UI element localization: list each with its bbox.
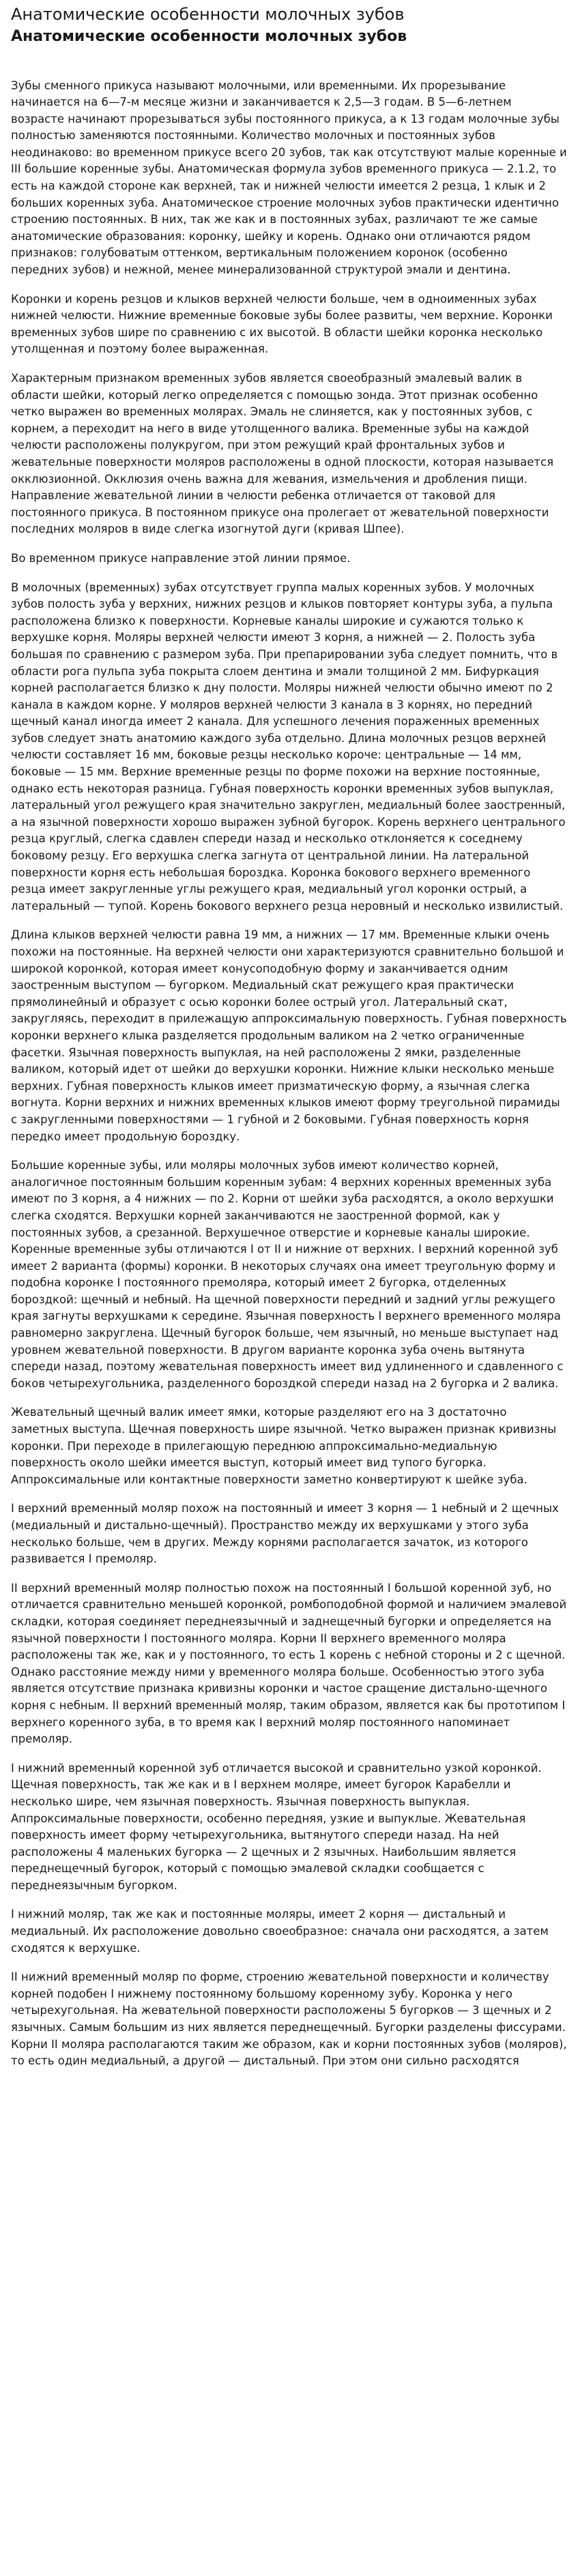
article-subtitle: Анатомические особенности молочных зубов <box>11 28 407 45</box>
page-title: Анатомические особенности молочных зубов <box>11 5 405 24</box>
paragraph-12: I нижний моляр, так же как и постоянные моляры, имеет 2 корня — дистальный и медиальный. Их расположение довольно своеобразное: сначала они расходятся, а затем сходятся к верхушке. <box>11 1908 549 1955</box>
paragraph-4: Во временном прикусе направление этой линии прямое. <box>11 551 351 565</box>
paragraph-2: Коронки и корень резцов и клыков верхней челюсти больше, чем в одноименных зубах нижней челюсти. Нижние временные боковые зубы более развиты, чем верхние. Коронки временных зубов шире по сравнению с их высотой. В области шейки коронка несколько утолщенная и поэтому более выраженная. <box>11 292 553 356</box>
paragraph-9: I верхний временный моляр похож на постоянный и имеет 3 корня — 1 небный и 2 щечных (медиальный и дистально-щечный). Пространство между их верхушками у этого зуба несколько больше, чем в других. Между корнями располагается зачаток, из которого развивается I премоляр. <box>11 1502 559 1566</box>
paragraph-3: Характерным признаком временных зубов является своеобразный эмалевый валик в области шейки, который легко определяется с помощью зонда. Этот признак особенно четко выражен во временных молярах. Эмаль не слиняется, как у постоянных зубов, с корнем, а переходит на него в виде утолщенного валика. Временные зубы на каждой челюсти расположены полукругом, при этом режущий край фронтальных зубов и жевательные поверхности моляров расположены в одной плоскости, которая называется окклюзионной. Окклюзия очень важна для жевания, измельчения и дробления пищи. Направление жевательной линии в челюсти ребенка отличается от таковой для постоянного прикуса. В постоянном прикусе она пролегает от жевательной поверхности последних моляров в виде слегка изогнутой дуги (кривая Шпее). <box>11 372 554 536</box>
paragraph-13: II нижний временный моляр по форме, строению жевательной поверхности и количеству корней подобен I нижнему постоянному большому коренному зубу. Коронка у него четырехугольная. На жевательной поверхности расположены 5 бугорков — 3 щечных и 2 язычных. Самым большим из них является переднещечный. Бугорки разделены фиссурами. Корни II моляра располагаются таким же образом, как и корни постоянных зубов (моляров), то есть один медиальный, а другой — дистальный. При этом они сильно расходятся <box>11 1970 567 2068</box>
paragraph-5: В молочных (временных) зубах отсутствует группа малых коренных зубов. У молочных зубов полость зуба у верхних, нижних резцов и клыков повторяет контуры зуба, а пульпа расположена близко к поверхности. Корневые каналы широкие и сужаются только к верхушке корня. Моляры верхней челюсти имеют 3 корня, а нижней — 2. Полость зуба большая по сравнению с размером зуба. При препарировании зуба следует помнить, что в области рога пульпа зуба покрыта слоем дентина и эмали толщиной 2 мм. Бифуркация корней располагается близко к дну полости. Моляры нижней челюсти обычно имеют по 2 канала в каждом корне. У моляров верхней челюсти 3 канала в 3 корнях, но передний щечный канал иногда имеет 2 канала. Для успешного лечения пораженных временных зубов следует знать анатомию каждого зуба отдельно. Длина молочных резцов верхней челюсти составляет 16 мм, боковые резцы несколько короче: центральные — 14 мм, боковые — 15 мм. Верхние временные резцы по форме похожи на верхние постоянные, однако есть некоторая разница. Губная поверхность коронки временных зубов выпуклая, латеральный угол режущего края значительно закруглен, медиальный более заостренный, а на язычной поверхности хорошо выражен зубной бугорок. Корень верхнего центрального резца круглый, слегка сдавлен спереди назад и несколько отклоняется к соседнему боковому резцу. Его верхушка слегка загнута от центральной линии. На латеральной поверхности корня есть небольшая бороздка. Коронка бокового верхнего временного резца имеет закругленные углы режущего края, медиальный угол коронки острый, а латеральный — тупой. Корень бокового верхнего резца неровный и несколько извилистый. <box>11 580 566 913</box>
paragraph-1: Зубы сменного прикуса называют молочными, или временными. Их прорезывание начинается на 6—7-м месяце жизни и заканчивается к 2,5—3 годам. В 5—6-летнем возрасте начинают прорезываться зубы постоянного прикуса, а к 13 годам молочные зубы полностью заменяются постоянными. Количество молочных и постоянных зубов неодинаково: во временном прикусе всего 20 зубов, так как отсутствуют малые коренные и III большие коренные зубы. Анатомическая формула зубов временного прикуса — 2.1.2, то есть на каждой стороне как верхней, так и нижней челюсти имеется 2 резца, 1 клык и 2 больших коренных зуба. Анатомическое строение молочных зубов практически идентично строению постоянных. В них, так же как и в постоянных зубах, различают те же самые анатомические образования: коронку, шейку и корень. Однако они отличаются рядом признаков: голубоватым оттенком, вертикальным положением коронок (особенно передних зубов) и нежной, менее минерализованной структурой эмали и дентина. <box>11 78 567 277</box>
paragraph-10: II верхний временный моляр полностью похож на постоянный I большой коренной зуб, но отличается сравнительно меньшей коронкой, ромбоподобной формой и наличием эмалевой складки, которая соединяет переднеязычный и заднещечный бугорки и определяется на язычной поверхности I постоянного моляра. Корни II верхнего временного моляра расположены так же, как и у постоянного, то есть 1 корень с небной стороны и 2 с щечной. Однако расстояние между ними у временного моляра больше. Особенностью этого зуба является отсутствие признака кривизны коронки и частое сращение дистально-щечного корня с небным. II верхний временный моляр, таким образом, является как бы прототипом I верхнего коренного зуба, в то время как I верхний моляр постоянного напоминает премоляр. <box>11 1581 567 1746</box>
paragraph-6: Длина клыков верхней челюсти равна 19 мм, а нижних — 17 мм. Временные клыки очень похожи на постоянные. На верхней челюсти они характеризуются сравнительно большой и широкой коронкой, которая имеет конусоподобную форму и заканчивается одним заостренным выступом — бугорком. Медиальный скат режущего края практически прямолинейный и образует с осью коронки более острый угол. Латеральный скат, закругляясь, переходит в прилежащую аппроксимальную поверхность. Губная поверхность коронки верхнего клыка разделяется продольным валиком на 2 четко ограниченные фасетки. Язычная поверхность выпуклая, на ней расположены 2 ямки, разделенные валиком, который идет от шейки до верхушки коронки. Нижние клыки несколько меньше верхних. Губная поверхность клыков имеет призматическую форму, а язычная слегка вогнута. Корни верхних и нижних временных клыков имеют форму треугольной пирамиды с закругленными поверхностями — 1 губной и 2 боковыми. Губная поверхность корня передко имеет продольную бороздку. <box>11 928 567 1143</box>
paragraph-7: Большие коренные зубы, или моляры молочных зубов имеют количество корней, аналогичное постоянным большим коренным зубам: 4 верхних коренных временных зуба имеют по 3 корня, а 4 нижних — по 2. Корни от шейки зуба расходятся, а около верхушки слегка сходятся. Верхушки корней заканчиваются не заостренной формой, как у постоянных зубов, а срезанной. Верхушечное отверстие и корневые каналы широкие. Коренные временные зубы отличаются I от II и нижние от верхних. I верхний коренной зуб имеет 2 варианта (формы) коронки. В некоторых случаях она имеет треугольную форму и подобна коронке I постоянного премоляра, который имеет 2 бугорка, отделенных бороздкой: щечный и небный. На щечной поверхности передний и задний углы режущего края загнуты верхушками к середине. Язычная поверхность I верхнего временного моляра равномерно закруглена. Щечный бугорок больше, чем язычный, но меньше выступает над уровнем жевательной поверхности. В другом варианте коронка зуба очень вытянута спереди назад, поэтому жевательная поверхность имеет вид удлиненного и сдавленного с боков четырехугольника, разделенного бороздкой спереди назад на 2 бугорка и 2 валика. <box>11 1159 564 1390</box>
paragraph-8: Жевательный щечный валик имеет ямки, которые разделяют его на 3 достаточно заметных выступа. Щечная поверхность шире язычной. Четко выражен признак кривизны коронки. При переходе в прилегающую переднюю аппроксимально-медиальную поверхность около шейки имеется выступ, который имеет вид тупого бугорка. Аппроксимальные или контактные поверхности заметно конвертируют к шейке зуба. <box>11 1406 557 1486</box>
paragraph-11: I нижний временный коренной зуб отличается высокой и сравнительно узкой коронкой. Щечная поверхность, так же как и в I верхнем моляре, имеет бугорок Карабелли и несколько шире, чем язычная поверхность. Язычная поверхность выпуклая. Аппроксимальные поверхности, особенно передняя, узкие и выпуклые. Жевательная поверхность имеет форму четырехугольника, вытянутого спереди назад. На ней расположены 4 маленьких бугорка — 2 щечных и 2 язычных. Наибольшим является переднещечный бугорок, который с помощью эмалевой складки сообщается с переднеязычным бугорком. <box>11 1761 542 1892</box>
